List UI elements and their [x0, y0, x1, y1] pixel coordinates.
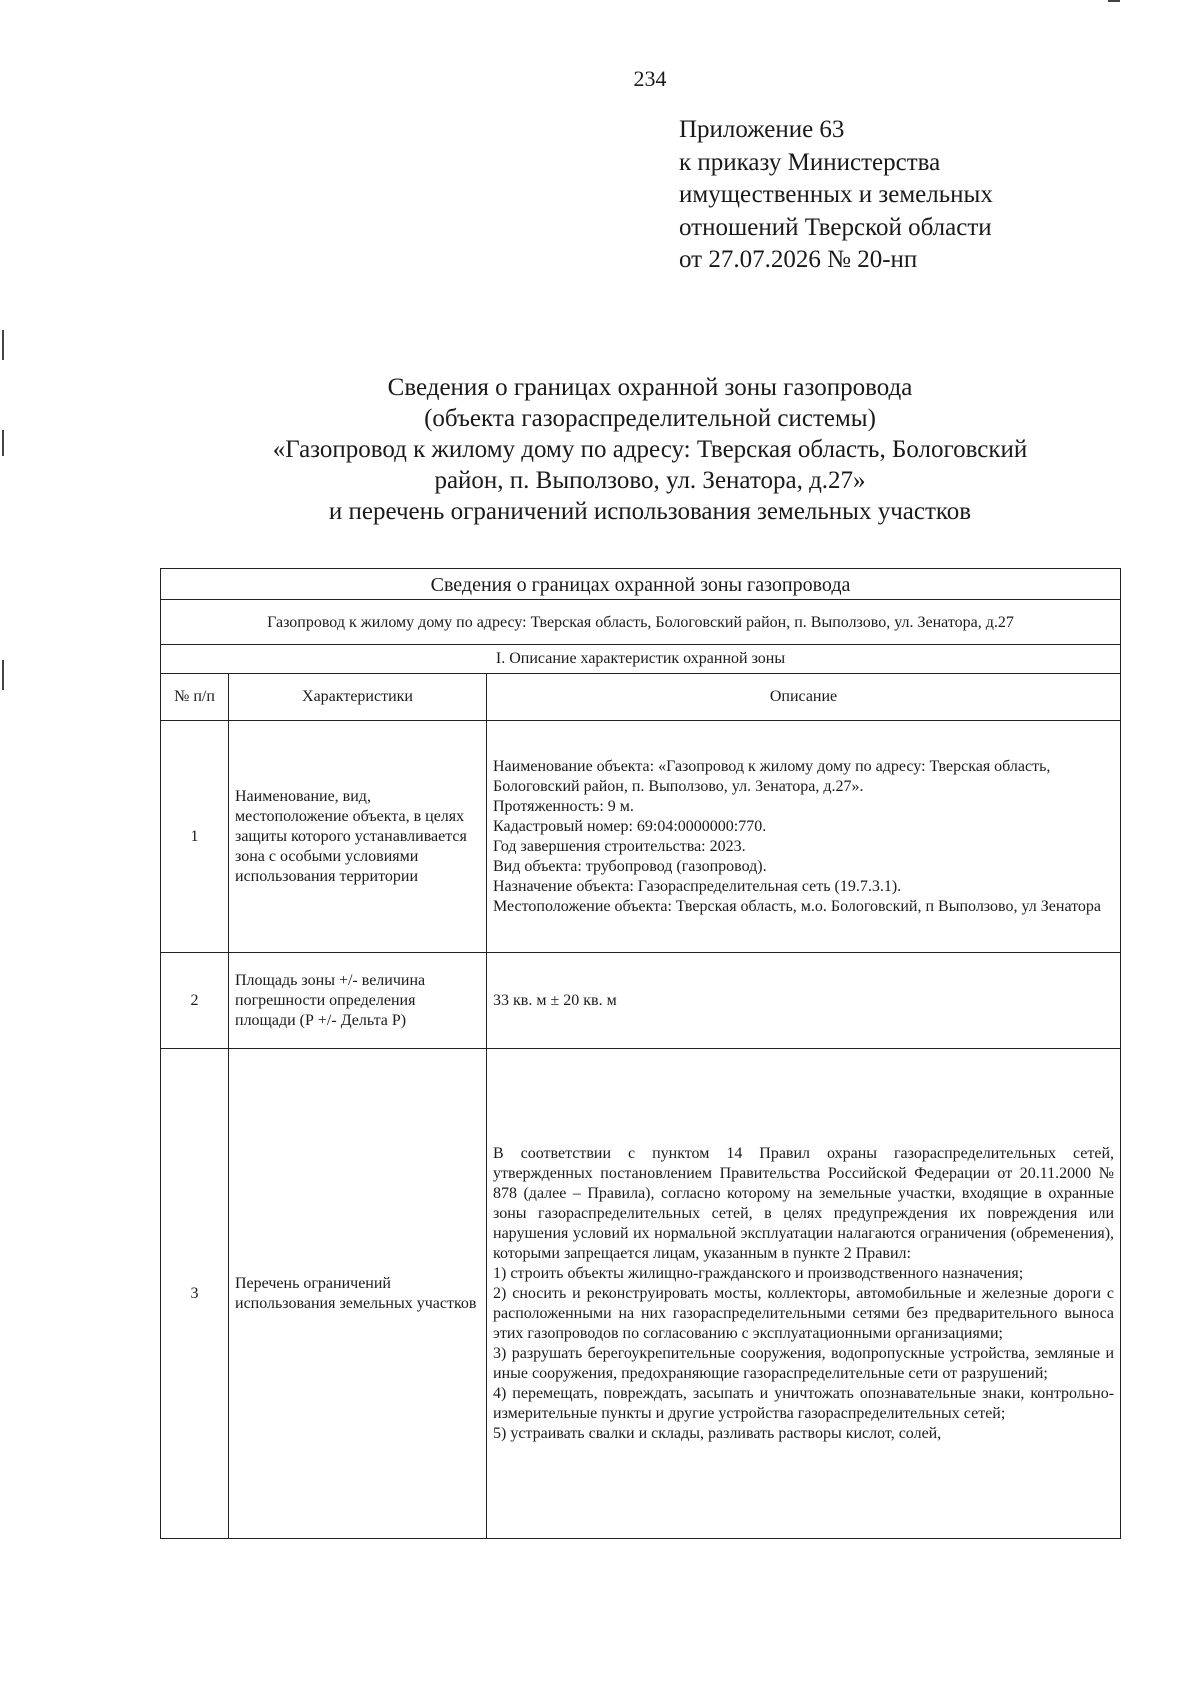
- table-header: Сведения о границах охранной зоны газопровода: [161, 569, 1121, 600]
- table-row: [161, 953, 1121, 1049]
- description-line: Назначение объекта: Газораспределительная сеть (19.7.3.1).: [493, 877, 902, 895]
- appendix-line: Приложение 63: [679, 116, 845, 143]
- description-line: 2) сносить и реконструировать мосты, коллекторы, автомобильные и железные дороги с расположенными на них газораспределительными сетями без предварительного выноса этих газопроводов по согласованию с эксплуатационными организациями;: [493, 1284, 1115, 1342]
- page-number: 234: [633, 66, 667, 91]
- row-characteristic: Площадь зоны +/- величина погрешности определения площади (Р +/- Дельта Р): [229, 953, 487, 1049]
- description-line: 3) разрушать берегоукрепительные сооружения, водопропускные устройства, земляные и иные сооружения, предохраняющие газораспределительные сети от разрушений;: [493, 1344, 1115, 1382]
- column-header-characteristics: Характеристики: [229, 674, 487, 721]
- description-line: Год завершения строительства: 2023.: [493, 837, 746, 855]
- row-number: 1: [161, 721, 229, 953]
- title-line: и перечень ограничений использования земельных участков: [328, 498, 972, 525]
- table-row: [161, 721, 1121, 953]
- table-object-name: Газопровод к жилому дому по адресу: Тверская область, Бологовский район, п. Выползово, ул. Зенатора, д.27: [161, 600, 1121, 645]
- document-title: [140, 372, 1160, 527]
- description-line: Протяженность: 9 м.: [493, 797, 634, 815]
- description-line: 33 кв. м ± 20 кв. м: [493, 991, 617, 1009]
- title-line: район, п. Выползово, ул. Зенатора, д.27»: [434, 467, 866, 494]
- appendix-line: отношений Тверской области: [679, 213, 992, 241]
- description-line: 5) устраивать свалки и склады, разливать растворы кислот, солей,: [493, 1424, 942, 1442]
- title-line: «Газопровод к жилому дому по адресу: Тверская область, Бологовский: [272, 436, 1028, 463]
- scan-edge-mark-left-1: [2, 330, 4, 360]
- column-header-number: № п/п: [161, 674, 229, 721]
- row-number: 3: [161, 1049, 229, 1539]
- table-section-title: I. Описание характеристик охранной зоны: [161, 645, 1121, 674]
- description-line: Наименование объекта: «Газопровод к жилому дому по адресу: Тверская область, Бологовский район, п. Выползово, ул. Зенатора, д.27».: [493, 757, 1051, 795]
- appendix-line: имущественных и земельных: [679, 181, 993, 208]
- description-line: В соответствии с пунктом 14 Правил охраны газораспределительных сетей, утвержденных постановлением Правительства Российской Федерации от 20.11.2000 № 878 (далее – Правила), согласно которому на земельные участки, входящие в охранные зоны газораспределительных сетей, в целях предупреждения их повреждения или нарушения условий их нормальной эксплуатации налагаются ограничения (обременения), которыми запрещается лицам, указанным в пункте 2 Правил:: [493, 1144, 1115, 1262]
- description-line: Кадастровый номер: 69:04:0000000:770.: [493, 817, 767, 835]
- row-number: 2: [161, 953, 229, 1049]
- description-line: Вид объекта: трубопровод (газопровод).: [493, 857, 767, 875]
- scan-edge-mark-left-3: [2, 660, 4, 690]
- appendix-line: к приказу Министерства: [679, 148, 941, 176]
- appendix-line: от 27.07.2026 № 20-нп: [679, 246, 918, 273]
- description-line: Местоположение объекта: Тверская область, м.о. Бологовский, п Выползово, ул Зенатора: [493, 897, 1102, 915]
- description-line: 4) перемещать, повреждать, засыпать и уничтожать опознавательные знаки, контрольно-измерительные пункты и другие устройства газораспределительных сетей;: [493, 1384, 1115, 1422]
- row-characteristic: Перечень ограничений использования земельных участков: [229, 1049, 487, 1539]
- column-header-description: Описание: [487, 674, 1121, 721]
- row-description: [487, 1049, 1121, 1539]
- title-line: Сведения о границах охранной зоны газопровода: [387, 374, 913, 401]
- table-row: [161, 1049, 1121, 1539]
- title-line: (объекта газораспределительной системы): [424, 405, 876, 432]
- description-line: 1) строить объекты жилищно-гражданского и производственного назначения;: [493, 1264, 1024, 1282]
- row-description: [487, 721, 1121, 953]
- appendix-block: [679, 114, 1119, 277]
- row-characteristic: Наименование, вид, местоположение объекта, в целях защиты которого устанавливается зона с особыми условиями использования территории: [229, 721, 487, 953]
- scan-edge-mark-top: [1108, 0, 1120, 2]
- scan-edge-mark-left-2: [2, 430, 4, 456]
- protection-zone-table: [160, 568, 1121, 1539]
- row-description: [487, 953, 1121, 1049]
